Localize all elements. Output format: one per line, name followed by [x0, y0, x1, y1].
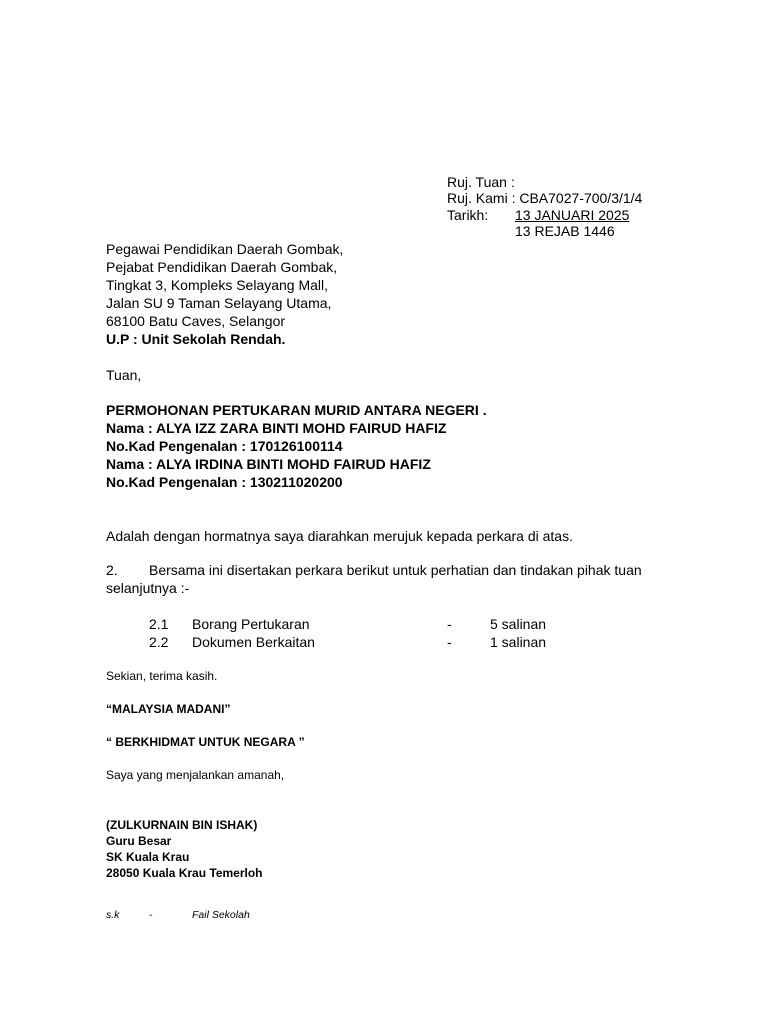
slogan-madani: “MALAYSIA MADANI”: [106, 702, 231, 716]
ruj-kami: Ruj. Kami : CBA7027-700/3/1/4: [447, 190, 643, 206]
item-number: 2.2: [149, 634, 169, 650]
subject-title: PERMOHONAN PERTUKARAN MURID ANTARA NEGERI .: [106, 402, 487, 418]
paragraph-2-line1: Bersama ini disertakan perkara berikut untuk perhatian dan tindakan pihak tuan: [149, 562, 642, 578]
recipient-line: Jalan SU 9 Taman Selayang Utama,: [106, 295, 332, 311]
item-number: 2.1: [149, 616, 169, 632]
date-hijri: 13 REJAB 1446: [515, 223, 615, 239]
recipient-line: 68100 Batu Caves, Selangor: [106, 313, 286, 329]
item-dash: -: [447, 634, 452, 650]
copy-recipient: Fail Sekolah: [192, 909, 250, 921]
closing-trust: Saya yang menjalankan amanah,: [106, 768, 285, 782]
signatory-position: Guru Besar: [106, 834, 172, 848]
paragraph-1: Adalah dengan hormatnya saya diarahkan merujuk kepada perkara di atas.: [106, 528, 573, 544]
student1-ic: No.Kad Pengenalan : 170126100114: [106, 438, 343, 454]
recipient-line: Pejabat Pendidikan Daerah Gombak,: [106, 259, 338, 275]
student2-ic: No.Kad Pengenalan : 130211020200: [106, 474, 343, 490]
date-gregorian: 13 JANUARI 2025: [515, 207, 630, 223]
closing-thanks: Sekian, terima kasih.: [106, 669, 218, 683]
tarikh-label: Tarikh:: [447, 207, 489, 223]
item-dash: -: [447, 616, 452, 632]
signatory-name: (ZULKURNAIN BIN ISHAK): [106, 818, 258, 832]
ruj-tuan: Ruj. Tuan :: [447, 174, 515, 190]
attention-line: U.P : Unit Sekolah Rendah.: [106, 331, 286, 347]
student1-name: Nama : ALYA IZZ ZARA BINTI MOHD FAIRUD HAFIZ: [106, 420, 447, 436]
copy-dash: -: [149, 909, 153, 921]
salutation: Tuan,: [106, 367, 142, 383]
student2-name: Nama : ALYA IRDINA BINTI MOHD FAIRUD HAFIZ: [106, 456, 431, 472]
signatory-address: 28050 Kuala Krau Temerloh: [106, 866, 263, 880]
recipient-line: Tingkat 3, Kompleks Selayang Mall,: [106, 277, 329, 293]
signatory-school: SK Kuala Krau: [106, 850, 190, 864]
item-label: Dokumen Berkaitan: [192, 634, 315, 650]
item-quantity: 1 salinan: [490, 634, 547, 650]
paragraph-2-number: 2.: [106, 562, 118, 578]
recipient-line: Pegawai Pendidikan Daerah Gombak,: [106, 241, 344, 257]
slogan-berkhidmat: “ BERKHIDMAT UNTUK NEGARA ”: [106, 735, 305, 749]
paragraph-2-line2: selanjutnya :-: [106, 580, 190, 596]
item-label: Borang Pertukaran: [192, 616, 310, 632]
item-quantity: 5 salinan: [490, 616, 547, 632]
copy-label: s.k: [106, 909, 120, 921]
